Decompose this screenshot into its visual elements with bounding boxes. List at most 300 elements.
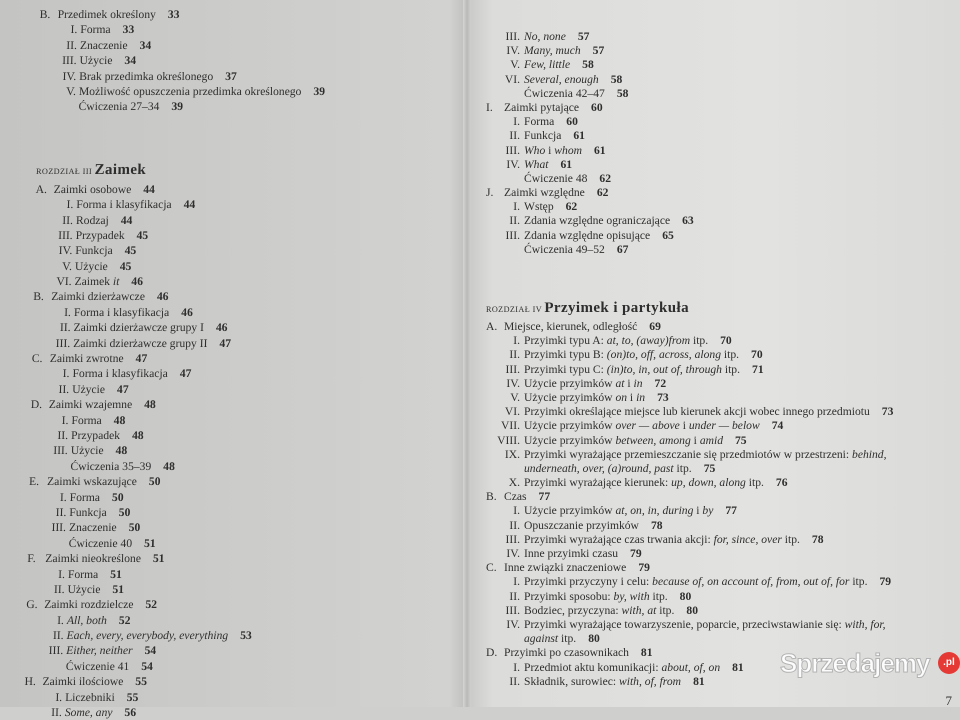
toc-text: Przyimki typu C: bbox=[524, 362, 607, 376]
toc-page-number: 67 bbox=[616, 242, 629, 256]
toc-text-italic: whom bbox=[554, 143, 582, 157]
toc-page-number: 33 bbox=[122, 23, 135, 37]
toc-subsection bbox=[468, 391, 960, 405]
toc-numeral: B. bbox=[39, 8, 51, 21]
toc-subsection bbox=[468, 547, 960, 561]
table-of-contents-left bbox=[0, 0, 468, 720]
toc-page-number: 50 bbox=[148, 475, 161, 489]
toc-entry-text bbox=[524, 618, 886, 632]
toc-text: itp. bbox=[721, 362, 741, 376]
toc-page-number: 46 bbox=[131, 275, 144, 289]
toc-text-italic: Each, every, everybody, everything bbox=[66, 629, 229, 643]
toc-numeral: II. bbox=[59, 321, 71, 335]
toc-page-number: 76 bbox=[775, 476, 788, 490]
toc-entry-text bbox=[524, 377, 666, 391]
toc-page-number: 54 bbox=[144, 644, 157, 658]
toc-text: Przyimki wyrażające przemieszczanie się przedmiotów w przestrzeni: bbox=[524, 447, 853, 461]
toc-page-number: 51 bbox=[112, 582, 125, 596]
toc-numeral: V. bbox=[65, 84, 77, 98]
spacer bbox=[468, 257, 960, 294]
toc-text-italic: Some, any bbox=[64, 706, 113, 720]
toc-page-number: 46 bbox=[156, 290, 169, 304]
toc-text: Przedmiot aktu komunikacji: bbox=[524, 660, 662, 674]
toc-subsection bbox=[468, 158, 960, 172]
toc-page-number: 34 bbox=[139, 38, 152, 52]
toc-subsection bbox=[468, 129, 960, 143]
toc-text: Inne związki znaczeniowe bbox=[504, 561, 627, 575]
toc-text-italic: between, among bbox=[615, 433, 691, 447]
toc-text: Przyimki typu A: bbox=[524, 334, 607, 348]
toc-entry-text bbox=[78, 99, 183, 114]
toc-subsection bbox=[468, 590, 960, 604]
toc-numeral: III. bbox=[53, 444, 68, 458]
toc-exercise bbox=[468, 172, 960, 186]
toc-subsection bbox=[468, 334, 960, 348]
toc-page-number: 47 bbox=[116, 382, 129, 396]
toc-page-number: 73 bbox=[657, 390, 669, 404]
toc-text: Wstęp bbox=[524, 200, 554, 214]
toc-page-number: 52 bbox=[118, 613, 131, 627]
toc-subsection bbox=[0, 228, 463, 243]
toc-page-number: 80 bbox=[588, 632, 600, 646]
chapter-label bbox=[486, 295, 689, 323]
toc-page-number: 65 bbox=[662, 228, 674, 242]
toc-text-italic: with, at bbox=[621, 603, 657, 617]
toc-numeral: IV. bbox=[506, 547, 520, 560]
toc-subsection bbox=[468, 115, 960, 129]
toc-text: Ćwiczenia 27–34 bbox=[78, 100, 160, 114]
chapter-number: ROZDZIAŁ IV bbox=[486, 305, 542, 314]
toc-entry-text bbox=[524, 434, 747, 448]
toc-page-number: 72 bbox=[654, 376, 667, 390]
toc-page-number: 46 bbox=[215, 321, 228, 335]
toc-numeral: V. bbox=[510, 390, 520, 404]
toc-text-italic: under — below bbox=[688, 419, 760, 433]
toc-page-number: 60 bbox=[591, 100, 603, 114]
toc-text: i bbox=[693, 504, 703, 518]
toc-page-number: 79 bbox=[638, 561, 650, 575]
toc-page-number: 61 bbox=[594, 143, 606, 157]
toc-entry-text bbox=[44, 597, 157, 612]
toc-entry-text bbox=[524, 115, 578, 129]
toc-text: Zaimki osobowe bbox=[53, 182, 132, 196]
toc-page-number: 51 bbox=[110, 567, 122, 581]
toc-page-number: 46 bbox=[181, 305, 193, 319]
toc-page-number: 44 bbox=[183, 198, 196, 212]
toc-entry-text bbox=[66, 659, 153, 674]
page-number: 7 bbox=[945, 693, 952, 708]
toc-page-number: 80 bbox=[679, 589, 692, 603]
toc-numeral: H. bbox=[24, 675, 36, 689]
toc-numeral: IV. bbox=[506, 157, 520, 171]
toc-subsection bbox=[0, 613, 454, 628]
toc-subsection bbox=[0, 243, 462, 258]
toc-text: Użycie przyimków bbox=[524, 419, 616, 433]
toc-numeral: IX. bbox=[504, 447, 520, 461]
toc-page-number: 81 bbox=[732, 660, 744, 674]
toc-subsection bbox=[468, 519, 960, 533]
toc-page-number: 50 bbox=[111, 490, 124, 504]
toc-subsection bbox=[0, 366, 460, 381]
toc-page-number: 75 bbox=[735, 433, 747, 447]
toc-numeral: II. bbox=[509, 214, 520, 228]
toc-text: itp. bbox=[690, 334, 709, 348]
toc-numeral: I. bbox=[513, 504, 520, 518]
toc-section bbox=[468, 320, 960, 334]
toc-numeral: X. bbox=[508, 476, 520, 490]
toc-entry-text bbox=[524, 476, 788, 490]
toc-text: Zaimki nieokreślone bbox=[45, 552, 142, 566]
toc-numeral: C. bbox=[486, 561, 497, 575]
toc-page-number: 77 bbox=[538, 490, 551, 504]
toc-page-number: 62 bbox=[596, 186, 609, 200]
toc-entry-text bbox=[504, 186, 608, 200]
toc-subsection bbox=[0, 382, 459, 397]
toc-entry-text bbox=[524, 632, 600, 646]
toc-entry-text bbox=[75, 259, 132, 274]
toc-entry-text bbox=[79, 53, 136, 68]
toc-text: Forma i klasyfikacja bbox=[72, 367, 168, 381]
toc-page-number: 47 bbox=[135, 352, 148, 366]
toc-section bbox=[0, 551, 455, 566]
toc-text: Zaimki wzajemne bbox=[48, 398, 133, 412]
toc-entry-text bbox=[68, 536, 155, 551]
toc-text-italic: Many, much bbox=[524, 44, 581, 58]
toc-page-number: 45 bbox=[119, 259, 132, 273]
toc-text-italic: amid bbox=[699, 433, 723, 447]
toc-entry-text bbox=[524, 448, 886, 462]
toc-text: i bbox=[624, 376, 634, 390]
toc-page-number: 71 bbox=[752, 362, 764, 376]
chapter-number: ROZDZIAŁ III bbox=[36, 166, 93, 176]
toc-continuation bbox=[468, 632, 960, 646]
chapter-heading bbox=[468, 294, 960, 320]
toc-entry-text bbox=[69, 505, 130, 520]
toc-entry-text bbox=[524, 73, 622, 87]
toc-text: Przypadek bbox=[70, 428, 121, 442]
toc-text-italic: underneath, over, (a)round, past bbox=[524, 461, 674, 475]
toc-text-italic: in bbox=[636, 390, 646, 404]
toc-entry-text bbox=[72, 382, 129, 397]
toc-numeral: I. bbox=[513, 200, 520, 214]
toc-page-number: 73 bbox=[881, 405, 894, 419]
toc-text-italic: Who bbox=[524, 143, 546, 157]
toc-subsection bbox=[468, 504, 960, 518]
toc-numeral: III. bbox=[51, 521, 67, 535]
toc-page-number: 45 bbox=[124, 244, 137, 258]
toc-numeral: III. bbox=[505, 143, 520, 157]
toc-text-italic: it bbox=[112, 275, 120, 289]
toc-section bbox=[0, 289, 461, 304]
toc-text: itp. bbox=[673, 461, 692, 475]
toc-entry-text bbox=[79, 84, 325, 99]
toc-entry-text bbox=[524, 214, 694, 228]
toc-numeral: I. bbox=[55, 690, 63, 704]
toc-text: Przyimki wyrażające kierunek: bbox=[524, 476, 672, 490]
toc-numeral: B. bbox=[33, 290, 45, 304]
toc-text: Zaimki ilościowe bbox=[42, 675, 124, 689]
toc-numeral: VI. bbox=[504, 405, 520, 419]
toc-subsection bbox=[0, 320, 461, 335]
toc-text: Ćwiczenie 41 bbox=[65, 659, 130, 673]
toc-subsection bbox=[0, 84, 466, 99]
toc-subsection bbox=[0, 705, 452, 720]
toc-section bbox=[0, 597, 454, 612]
toc-entry-text bbox=[524, 547, 642, 561]
toc-numeral: I. bbox=[486, 100, 493, 114]
toc-page-number: 70 bbox=[720, 334, 732, 348]
toc-entry-text bbox=[73, 320, 227, 335]
toc-text-italic: on bbox=[615, 390, 628, 404]
toc-subsection bbox=[468, 44, 960, 58]
toc-subsection bbox=[0, 336, 460, 351]
toc-text: Ćwiczenie 48 bbox=[524, 171, 588, 185]
toc-page-number: 45 bbox=[136, 228, 149, 242]
toc-subsection bbox=[0, 274, 462, 289]
toc-entry-text bbox=[71, 428, 144, 443]
toc-entry-text bbox=[71, 413, 125, 428]
toc-text: Użycie przyimków bbox=[524, 390, 616, 404]
toc-text: Użycie przyimków bbox=[524, 433, 616, 447]
toc-entry-text bbox=[524, 243, 628, 257]
toc-numeral: D. bbox=[30, 398, 43, 412]
toc-numeral: G. bbox=[26, 598, 38, 612]
toc-numeral: II. bbox=[66, 38, 78, 52]
toc-text: Forma i klasyfikacja bbox=[73, 305, 170, 319]
toc-text-italic: (on)to, off, across, along bbox=[606, 348, 721, 362]
toc-entry-text bbox=[524, 334, 732, 348]
toc-page-number: 78 bbox=[650, 518, 663, 532]
toc-text-italic: at, to, (away)from bbox=[606, 334, 691, 348]
toc-page-number: 81 bbox=[640, 646, 653, 660]
toc-subsection bbox=[468, 214, 960, 228]
toc-numeral: E. bbox=[28, 475, 40, 489]
toc-text-italic: because of, on account of, from, out of, for bbox=[652, 575, 850, 589]
toc-text: i bbox=[545, 143, 555, 157]
toc-text: Forma bbox=[71, 413, 102, 427]
left-page bbox=[0, 0, 468, 720]
toc-page-number: 50 bbox=[128, 521, 141, 535]
toc-text: itp. bbox=[721, 348, 740, 362]
toc-subsection bbox=[468, 229, 960, 243]
toc-text: Użycie bbox=[79, 54, 113, 68]
toc-numeral: II. bbox=[51, 706, 62, 720]
toc-text-italic: behind, bbox=[852, 447, 887, 461]
toc-entry-text bbox=[66, 643, 156, 658]
toc-text: Przyimki wyrażające towarzyszenie, poparcie, przeciwstawianie się: bbox=[524, 617, 845, 631]
toc-page-number: 55 bbox=[126, 690, 139, 704]
toc-numeral: I. bbox=[70, 23, 78, 37]
toc-subsection bbox=[468, 144, 960, 158]
toc-subsection bbox=[0, 305, 461, 320]
toc-text-italic: with, for, bbox=[844, 617, 886, 631]
toc-subsection bbox=[0, 69, 466, 84]
toc-subsection bbox=[0, 413, 459, 428]
toc-page-number: 57 bbox=[577, 30, 590, 43]
chapter-label bbox=[36, 157, 147, 185]
toc-entry-text bbox=[524, 158, 572, 172]
toc-numeral: III. bbox=[505, 228, 520, 242]
toc-page-number: 51 bbox=[143, 536, 156, 550]
toc-text: itp. bbox=[849, 575, 868, 589]
toc-subsection bbox=[468, 575, 960, 589]
toc-numeral: II. bbox=[509, 348, 520, 362]
toc-page-number: 33 bbox=[167, 8, 180, 21]
toc-numeral: II. bbox=[57, 428, 69, 442]
toc-exercise bbox=[0, 99, 466, 114]
toc-subsection bbox=[0, 628, 454, 643]
toc-entry-text bbox=[80, 38, 152, 53]
toc-entry-text bbox=[524, 129, 585, 143]
toc-text: Forma bbox=[80, 23, 111, 37]
toc-text: Użycie przyimków bbox=[524, 504, 616, 518]
toc-numeral: III. bbox=[505, 30, 520, 43]
toc-page-number: 44 bbox=[143, 182, 156, 196]
toc-exercise bbox=[0, 536, 456, 551]
toc-numeral: IV. bbox=[506, 44, 520, 58]
toc-entry-text bbox=[69, 520, 141, 535]
toc-entry-text bbox=[67, 582, 124, 597]
toc-text: Zaimki rozdzielcze bbox=[44, 598, 134, 612]
toc-numeral: C. bbox=[31, 352, 43, 366]
toc-subsection bbox=[468, 533, 960, 547]
toc-page-number: 50 bbox=[118, 505, 131, 519]
toc-numeral: III. bbox=[58, 228, 73, 242]
toc-text: Forma bbox=[69, 490, 101, 504]
toc-entry-text bbox=[54, 182, 156, 197]
toc-entry-text bbox=[524, 504, 737, 518]
toc-subsection bbox=[0, 505, 457, 520]
toc-numeral: D. bbox=[486, 646, 498, 660]
toc-entry-text bbox=[67, 613, 131, 628]
toc-page-number: 51 bbox=[152, 552, 165, 566]
toc-entry-text bbox=[504, 490, 550, 504]
toc-text: Forma bbox=[524, 115, 555, 129]
toc-page-number: 55 bbox=[135, 675, 148, 689]
toc-text: Składnik, surowiec: bbox=[524, 674, 619, 688]
toc-text: Przyimki typu B: bbox=[524, 348, 607, 362]
toc-numeral: IV. bbox=[62, 69, 77, 83]
toc-numeral: F. bbox=[27, 552, 36, 566]
toc-numeral: II. bbox=[58, 382, 70, 396]
right-page bbox=[468, 0, 960, 707]
toc-entry-text bbox=[68, 567, 122, 582]
toc-page-number: 34 bbox=[124, 54, 137, 68]
toc-subsection bbox=[0, 259, 462, 274]
toc-text: Użycie bbox=[67, 582, 101, 596]
toc-page-number: 79 bbox=[879, 575, 892, 589]
toc-subsection bbox=[0, 38, 467, 53]
chapter-title: Zaimek bbox=[94, 161, 147, 178]
toc-subsection bbox=[0, 490, 457, 505]
toc-entry-text bbox=[504, 561, 650, 575]
toc-section bbox=[0, 397, 459, 412]
toc-text: Inne przyimki czasu bbox=[524, 547, 619, 560]
toc-entry-text bbox=[51, 289, 169, 304]
toc-section bbox=[468, 101, 960, 115]
toc-numeral: III. bbox=[505, 532, 520, 546]
toc-numeral: VI. bbox=[56, 275, 72, 289]
toc-subsection bbox=[468, 419, 960, 433]
toc-page-number: 48 bbox=[115, 444, 128, 458]
toc-text: Przyimki wyrażające czas trwania akcji: bbox=[524, 532, 714, 546]
toc-entry-text bbox=[65, 705, 137, 720]
toc-page-number: 48 bbox=[144, 398, 156, 412]
toc-text: Zdania względne ograniczające bbox=[524, 214, 671, 228]
toc-page-number: 62 bbox=[599, 171, 612, 185]
watermark-badge: .pl bbox=[938, 652, 960, 674]
toc-section bbox=[468, 561, 960, 575]
toc-text: Bodziec, przyczyna: bbox=[524, 603, 622, 617]
toc-entry-text bbox=[66, 628, 252, 643]
toc-page-number: 47 bbox=[179, 367, 192, 381]
toc-entry-text bbox=[524, 533, 824, 547]
toc-subsection bbox=[468, 30, 960, 44]
toc-subsection bbox=[468, 604, 960, 618]
toc-numeral: J. bbox=[486, 186, 494, 200]
toc-text: Funkcja bbox=[524, 129, 562, 143]
toc-page-number: 62 bbox=[565, 200, 578, 214]
toc-text: Przypadek bbox=[75, 228, 125, 242]
toc-text: itp. bbox=[656, 603, 675, 617]
toc-numeral: II. bbox=[509, 589, 520, 603]
toc-text: Przyimki określające miejsce lub kierunek akcji wobec innego przedmiotu bbox=[524, 405, 870, 419]
toc-subsection bbox=[468, 363, 960, 377]
toc-entry-text bbox=[524, 87, 628, 101]
toc-text: Forma bbox=[67, 567, 99, 581]
toc-text: Przyimki po czasownikach bbox=[504, 646, 629, 660]
toc-entry-text bbox=[524, 144, 606, 158]
toc-numeral: B. bbox=[486, 490, 497, 504]
toc-text: Zaimki pytające bbox=[504, 100, 580, 114]
toc-subsection bbox=[0, 520, 456, 535]
toc-numeral: II. bbox=[509, 518, 520, 532]
toc-subsection bbox=[0, 428, 458, 443]
toc-page-number: 53 bbox=[240, 629, 252, 643]
toc-entry-text bbox=[524, 419, 783, 433]
toc-entry-text bbox=[524, 405, 893, 419]
toc-page-number: 60 bbox=[566, 115, 578, 129]
toc-entry-text bbox=[73, 336, 231, 351]
toc-text: i bbox=[627, 390, 637, 404]
toc-text: itp. bbox=[649, 589, 668, 603]
toc-text: Przedimek określony bbox=[57, 8, 157, 21]
toc-page-number: 58 bbox=[582, 58, 594, 72]
toc-text: Zdania względne opisujące bbox=[524, 228, 651, 242]
toc-page-number: 57 bbox=[592, 44, 605, 58]
toc-page-number: 70 bbox=[751, 348, 763, 362]
toc-section bbox=[0, 351, 460, 366]
toc-page-number: 37 bbox=[225, 69, 237, 83]
toc-text-italic: All, both bbox=[66, 613, 108, 627]
toc-page-number: 44 bbox=[120, 213, 133, 227]
toc-subsection bbox=[0, 443, 458, 458]
toc-entry-text bbox=[47, 474, 161, 489]
toc-subsection bbox=[468, 476, 960, 490]
toc-text: i bbox=[690, 433, 700, 447]
toc-text: Zaimki względne bbox=[504, 186, 585, 200]
toc-page-number: 58 bbox=[610, 72, 623, 86]
toc-page-number: 56 bbox=[124, 706, 137, 720]
toc-subsection bbox=[0, 567, 455, 582]
toc-page-number: 47 bbox=[219, 336, 232, 350]
watermark-logo: Sprzedajemy bbox=[780, 648, 930, 678]
toc-text-italic: (in)to, in, out of, through bbox=[606, 362, 722, 376]
toc-entry-text bbox=[42, 674, 147, 689]
toc-subsection bbox=[468, 618, 960, 632]
toc-entry-text bbox=[65, 690, 139, 705]
toc-entry-text bbox=[75, 243, 136, 258]
